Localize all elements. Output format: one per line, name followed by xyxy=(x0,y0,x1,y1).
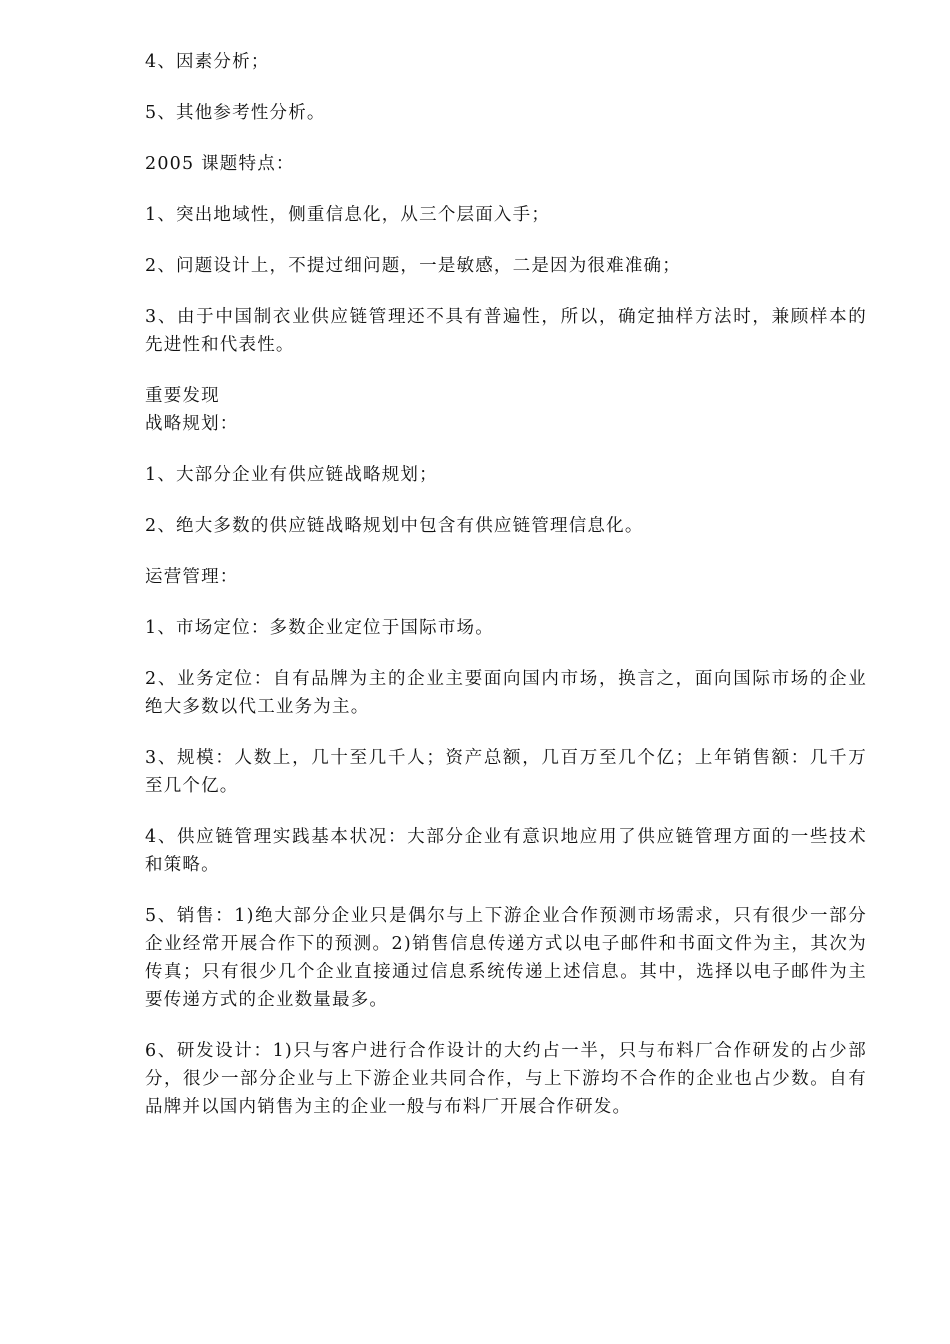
document-page xyxy=(145,48,867,1144)
strategy-item-2: 2、绝大多数的供应链战略规划中包含有供应链管理信息化。 xyxy=(145,516,644,536)
feature-item-2: 2、问题设计上，不提过细问题，一是敏感，二是因为很难准确； xyxy=(145,256,681,276)
operations-item-3: 3、规模：人数上，几十至几千人；资产总额，几百万至几个亿；上年销售额：几千万至几个亿。 xyxy=(145,748,867,796)
section-heading-2005-features: 2005 课题特点： xyxy=(145,154,295,174)
feature-item-1: 1、突出地域性，侧重信息化，从三个层面入手； xyxy=(145,205,551,225)
operations-item-1: 1、市场定位：多数企业定位于国际市场。 xyxy=(145,618,494,638)
subheading-strategy-planning: 战略规划： xyxy=(145,414,239,434)
feature-item-3: 3、由于中国制衣业供应链管理还不具有普遍性，所以，确定抽样方法时，兼顾样本的先进性和代表性。 xyxy=(145,307,867,355)
strategy-item-1: 1、大部分企业有供应链战略规划； xyxy=(145,465,438,485)
section-heading-key-findings: 重要发现 xyxy=(145,386,220,406)
operations-item-6: 6、研发设计：1)只与客户进行合作设计的大约占一半，只与布料厂合作研发的占少部分，很少一部分企业与上下游企业共同合作，与上下游均不合作的企业也占少数。自有品牌并以国内销售为主的企业一般与布料厂开展合作研发。 xyxy=(145,1041,867,1117)
list-item-other-analysis: 5、其他参考性分析。 xyxy=(145,103,326,123)
operations-item-2: 2、业务定位：自有品牌为主的企业主要面向国内市场，换言之，面向国际市场的企业绝大多数以代工业务为主。 xyxy=(145,669,867,717)
list-item-factor-analysis: 4、因素分析； xyxy=(145,52,270,72)
operations-item-4: 4、供应链管理实践基本状况：大部分企业有意识地应用了供应链管理方面的一些技术和策略。 xyxy=(145,827,867,875)
subheading-operations: 运营管理： xyxy=(145,567,239,587)
operations-item-5: 5、销售：1)绝大部分企业只是偶尔与上下游企业合作预测市场需求，只有很少一部分企业经常开展合作下的预测。2)销售信息传递方式以电子邮件和书面文件为主，其次为传真；只有很少几个企业直接通过信息系统传递上述信息。其中，选择以电子邮件为主要传递方式的企业数量最多。 xyxy=(145,906,867,1010)
